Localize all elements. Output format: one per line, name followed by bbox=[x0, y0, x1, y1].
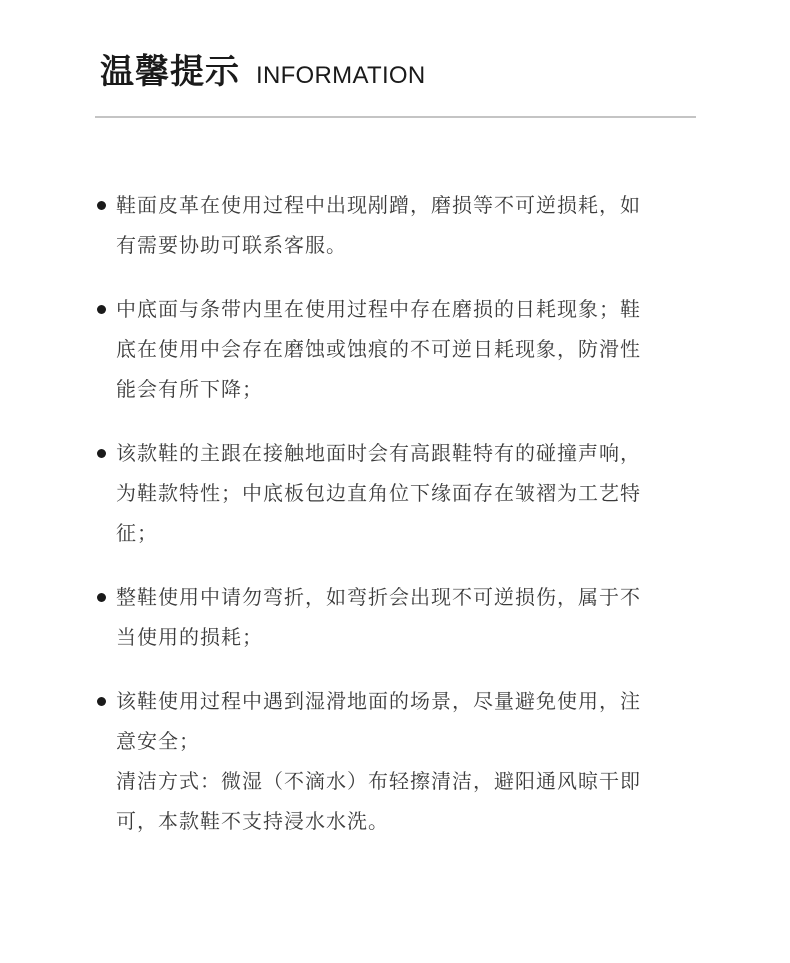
list-item-text: 征； bbox=[116, 521, 158, 545]
cleaning-instructions-text: 清洁方式：微湿（不滴水）布轻擦清洁，避阳通风晾干即 bbox=[116, 769, 641, 793]
list-item-text: 当使用的损耗； bbox=[116, 625, 263, 649]
list-item-text: 能会有所下降； bbox=[116, 377, 263, 401]
list-item-text: 该鞋使用过程中遇到湿滑地面的场景，尽量避免使用，注 bbox=[116, 689, 641, 713]
list-item-text: 有需要协助可联系客服。 bbox=[116, 233, 347, 257]
bullet-dot-icon bbox=[97, 593, 106, 602]
list-item-text: 鞋面皮革在使用过程中出现剐蹭，磨损等不可逆损耗，如 bbox=[116, 193, 641, 217]
list-item bbox=[95, 289, 695, 409]
list-item-text: 中底面与条带内里在使用过程中存在磨损的日耗现象；鞋 bbox=[116, 297, 641, 321]
list-item-text: 意安全； bbox=[116, 729, 200, 753]
list-item bbox=[95, 577, 695, 657]
cleaning-instructions-text: 可，本款鞋不支持浸水水洗。 bbox=[116, 809, 389, 833]
list-item-text: 整鞋使用中请勿弯折，如弯折会出现不可逆损伤，属于不 bbox=[116, 585, 641, 609]
bullet-dot-icon bbox=[97, 697, 106, 706]
bullet-dot-icon bbox=[97, 201, 106, 210]
list-item bbox=[95, 433, 695, 553]
list-item-text: 为鞋款特性；中底板包边直角位下缘面存在皱褶为工艺特 bbox=[116, 481, 641, 505]
bullet-dot-icon bbox=[97, 449, 106, 458]
list-item-text: 该款鞋的主跟在接触地面时会有高跟鞋特有的碰撞声响， bbox=[116, 441, 641, 465]
page-header bbox=[100, 44, 426, 93]
list-item-text: 底在使用中会存在磨蚀或蚀痕的不可逆日耗现象，防滑性 bbox=[116, 337, 641, 361]
bullet-dot-icon bbox=[97, 305, 106, 314]
list-item bbox=[95, 185, 695, 265]
list-item bbox=[95, 681, 695, 841]
page-subtitle: INFORMATION bbox=[256, 62, 426, 89]
info-list bbox=[95, 185, 695, 865]
page-title: 温馨提示 bbox=[100, 52, 240, 92]
header-divider bbox=[95, 116, 696, 118]
